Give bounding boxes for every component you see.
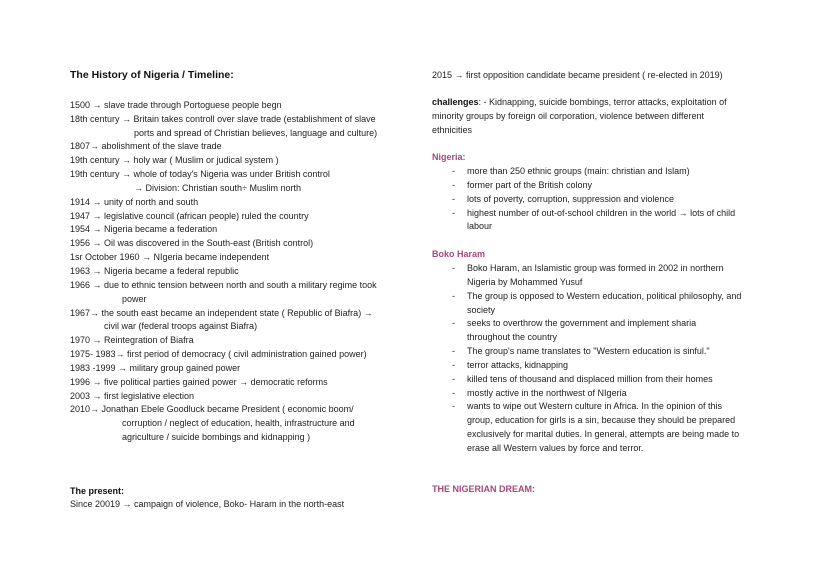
nigeria-heading: Nigeria:	[432, 152, 466, 163]
bullet-item	[432, 428, 777, 442]
timeline-entry: 1966 → due to ethnic tension between north and south a military regime took	[70, 279, 377, 290]
bullet-dash: -	[452, 346, 455, 357]
bullet-text: former part of the British colony	[467, 179, 593, 190]
challenges-text: minority groups by foreign oil corporation, violence between different	[432, 110, 704, 121]
timeline-continuation: agriculture / suicide bombings and kidnapping )	[122, 432, 311, 443]
bullet-item	[432, 387, 777, 401]
bullet-text: terror attacks, kidnapping	[467, 359, 569, 370]
boko-haram-heading: Boko Haram	[432, 249, 486, 260]
timeline-entry: 19th century → whole of today's Nigeria was under British control	[70, 169, 330, 180]
bullet-text: throughout the country	[467, 332, 558, 343]
bullet-item	[432, 317, 777, 331]
bullet-item	[432, 373, 777, 387]
timeline-continuation: ports and spread of Christian believes, language and culture)	[134, 127, 378, 138]
nigerian-dream-heading: THE NIGERIAN DREAM:	[432, 483, 535, 494]
bullet-item	[432, 262, 777, 276]
bullet-dash: -	[452, 373, 455, 384]
bullet-dash: -	[452, 318, 455, 329]
bullet-dash: -	[452, 193, 455, 204]
bullet-item	[432, 165, 777, 179]
timeline-entry: 1954 → Nigeria became a federation	[70, 224, 218, 235]
timeline-entry: 2003 → first legislative election	[70, 390, 195, 401]
bullet-dash: -	[452, 401, 455, 412]
present-heading: The present:	[70, 485, 125, 496]
timeline-entry: 1996 → five political parties gained power → democratic reforms	[70, 376, 328, 387]
challenges-text: ethnicities	[432, 124, 473, 135]
bullet-item	[432, 331, 777, 345]
page-title: The History of Nigeria / Timeline:	[70, 69, 234, 81]
bullet-item	[432, 220, 777, 234]
timeline-continuation: civil war (federal troops against Biafra)	[104, 321, 258, 332]
bullet-item	[432, 290, 777, 304]
boko-haram-list	[432, 262, 777, 456]
bullet-item	[432, 400, 777, 414]
bullet-text: society	[467, 304, 496, 315]
timeline-entry: 2010→ Jonathan Ebele Goodluck became President ( economic boom/	[70, 404, 354, 415]
bullet-item	[432, 304, 777, 318]
timeline-entry: 1975- 1983→ first period of democracy ( civil administration gained power)	[70, 349, 367, 360]
timeline-entry: 1983 -1999 → military group gained power	[70, 362, 241, 373]
bullet-text: mostly active in the northwest of NIgeria	[467, 387, 627, 398]
bullet-text: more than 250 ethnic groups (main: christian and Islam)	[467, 166, 690, 177]
bullet-item	[432, 359, 777, 373]
timeline-entry: 19th century → holy war ( Muslim or judical system )	[70, 155, 279, 166]
timeline-entry: 1970 → Reintegration of Biafra	[70, 335, 194, 346]
bullet-item	[432, 345, 777, 359]
timeline-entry: 1963 → Nigeria became a federal republic	[70, 265, 239, 276]
bullet-item	[432, 179, 777, 193]
bullet-dash: -	[452, 179, 455, 190]
timeline-list	[70, 99, 415, 445]
bullet-item	[432, 207, 777, 221]
challenges-text: : - Kidnapping, suicide bombings, terror attacks, exploitation of	[478, 96, 727, 107]
challenges-label: challenges	[432, 96, 479, 107]
timeline-continuation: corruption / neglect of education, health, infrastructure and	[122, 418, 355, 429]
timeline-column	[70, 69, 415, 512]
bullet-text: Boko Haram, an Islamistic group was formed in 2002 in northern	[467, 262, 724, 273]
bullet-dash: -	[452, 359, 455, 370]
timeline-entry: 1914 → unity of north and south	[70, 196, 199, 207]
line-2015: 2015 → first opposition candidate became president ( re-elected in 2019)	[432, 70, 723, 80]
challenges-line	[432, 96, 777, 110]
bullet-text: labour	[467, 221, 493, 232]
timeline-continuation: power	[122, 293, 147, 304]
timeline-entry: 1sr October 1960 → NIgeria became independent	[70, 252, 270, 263]
bullet-text: killed tens of thousand and displaced million from their homes	[467, 373, 713, 384]
timeline-entry: 1956 → Oil was discovered in the South-east (British control)	[70, 238, 314, 249]
bullet-text: highest number of out-of-school children in the world → lots of child	[467, 207, 736, 218]
timeline-entry: 1500 → slave trade through Portoguese people begn	[70, 99, 282, 110]
bullet-text: The group is opposed to Western education, political philosophy, and	[467, 290, 742, 301]
bullet-text: seeks to overthrow the government and implement sharia	[467, 318, 697, 329]
bullet-text: erase all Western values by force and terror.	[467, 442, 644, 453]
bullet-text: Nigeria by Mohammed Yusuf	[467, 276, 583, 287]
bullet-item	[432, 193, 777, 207]
bullet-item	[432, 414, 777, 428]
timeline-entry: 1967→ the south east became an independent state ( Republic of Biafra) →	[70, 307, 373, 318]
timeline-continuation: → Division: Christian south÷ Muslim north	[134, 182, 301, 193]
nigeria-list	[432, 165, 777, 234]
bullet-text: wants to wipe out Western culture in Africa. In the opinion of this	[467, 401, 722, 412]
bullet-text: exclusively for marital duties. In general, attempts are being made to	[467, 429, 740, 440]
bullet-dash: -	[452, 387, 455, 398]
bullet-dash: -	[452, 290, 455, 301]
bullet-dash: -	[452, 166, 455, 177]
present-text: Since 20019 → campaign of violence, Boko- Haram in the north-east	[70, 499, 345, 510]
notes-column	[432, 69, 777, 496]
timeline-entry: 1947 → legislative council (african people) ruled the country	[70, 210, 309, 221]
bullet-text: lots of poverty, corruption, suppression and violence	[467, 193, 674, 204]
bullet-text: The group's name translates to "Western education is sinful."	[467, 346, 710, 357]
timeline-entry: 18th century → Britain takes controll over slave trade (establishment of slave	[70, 113, 376, 124]
bullet-dash: -	[452, 262, 455, 273]
bullet-item	[432, 276, 777, 290]
bullet-dash: -	[452, 207, 455, 218]
bullet-text: group, education for girls is a sin, because they should be prepared	[467, 415, 736, 426]
timeline-entry: 1807→ abolishment of the slave trade	[70, 141, 222, 152]
bullet-item	[432, 442, 777, 456]
